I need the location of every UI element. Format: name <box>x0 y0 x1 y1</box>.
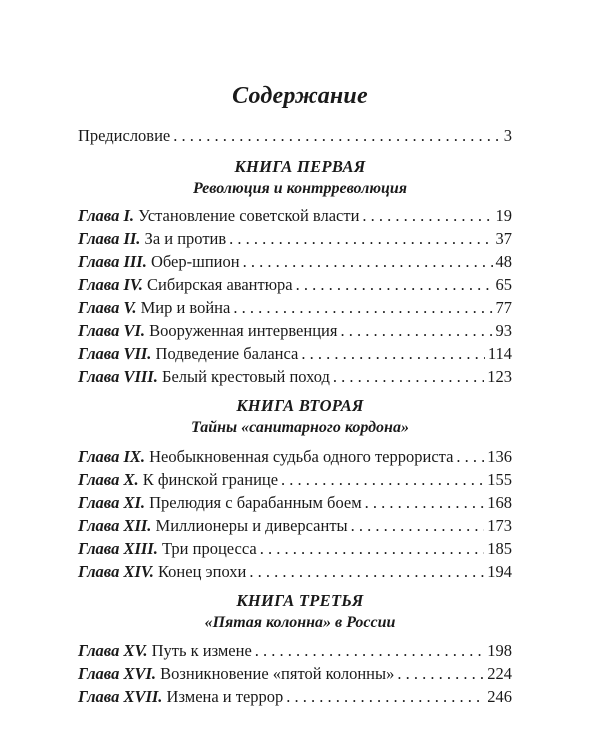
entry-title: К финской границе <box>142 470 279 489</box>
dot-leader <box>229 229 492 249</box>
chapter-number: Глава XIII. <box>78 539 158 558</box>
dot-leader <box>233 298 492 318</box>
chapter-number: Глава IX. <box>78 447 145 466</box>
entry-title: Три процесса <box>161 539 257 558</box>
toc-entry[interactable] <box>78 516 512 538</box>
dot-leader <box>351 516 485 536</box>
entry-title: Конец эпохи <box>158 562 247 581</box>
entry-title: Возникновение «пятой колонны» <box>160 664 395 683</box>
entry-page: 77 <box>495 298 512 317</box>
entry-page: 168 <box>487 493 512 512</box>
entry-title: Мир и война <box>140 298 231 317</box>
entry-page: 123 <box>487 367 512 386</box>
chapter-number: Глава XVI. <box>78 664 156 683</box>
dot-leader <box>243 252 493 272</box>
entry-page: 136 <box>487 447 512 466</box>
entry-page: 246 <box>487 687 512 706</box>
chapter-number: Глава XVII. <box>78 687 163 706</box>
entry-page: 114 <box>487 344 512 363</box>
chapter-number: Глава III. <box>78 252 147 271</box>
entry-title: Обер-шпион <box>150 252 240 271</box>
entry-title: Миллионеры и диверсанты <box>155 516 348 535</box>
entry-page: 194 <box>487 562 512 581</box>
toc-entry[interactable] <box>78 206 512 228</box>
chapter-number: Глава V. <box>78 298 137 317</box>
entry-title: Сибирская авантюра <box>147 275 293 294</box>
chapter-number: Глава I. <box>78 206 134 225</box>
entry-title: Предисловие <box>78 126 171 145</box>
toc-entry[interactable] <box>78 367 512 389</box>
entry-page: 3 <box>503 126 512 145</box>
toc-entry[interactable] <box>78 275 512 297</box>
entry-title: Белый крестовый поход <box>161 367 330 386</box>
entry-page: 93 <box>495 321 512 340</box>
toc-entry[interactable] <box>78 664 512 686</box>
entry-page: 198 <box>487 641 512 660</box>
book-heading: КНИГА ВТОРАЯ <box>236 396 364 415</box>
book-subtitle: Революция и контрреволюция <box>192 180 408 197</box>
dot-leader <box>301 344 485 364</box>
dot-leader <box>260 539 485 559</box>
book-heading: КНИГА ПЕРВАЯ <box>234 157 366 176</box>
toc-entry[interactable] <box>78 470 512 492</box>
entry-page: 173 <box>487 516 512 535</box>
dot-leader <box>397 664 484 684</box>
toc-entry-preface[interactable] <box>78 126 512 148</box>
chapter-number: Глава XI. <box>78 493 145 512</box>
dot-leader <box>362 206 492 226</box>
toc-entry[interactable] <box>78 539 512 561</box>
dot-leader <box>173 126 501 146</box>
entry-page: 65 <box>495 275 512 294</box>
entry-title: Путь к измене <box>151 641 252 660</box>
dot-leader <box>296 275 493 295</box>
toc-entry[interactable] <box>78 229 512 251</box>
dot-leader <box>286 687 484 707</box>
toc-entry[interactable] <box>78 493 512 515</box>
chapter-number: Глава XII. <box>78 516 152 535</box>
page-title: Содержание <box>232 83 368 109</box>
toc-entry[interactable] <box>78 447 512 469</box>
entry-title: Подведение баланса <box>155 344 299 363</box>
book-heading: КНИГА ТРЕТЬЯ <box>236 591 364 610</box>
chapter-number: Глава VI. <box>78 321 145 340</box>
entry-page: 48 <box>495 252 512 271</box>
chapter-number: Глава II. <box>78 229 141 248</box>
chapter-number: Глава VII. <box>78 344 152 363</box>
toc-entry[interactable] <box>78 298 512 320</box>
toc-entry[interactable] <box>78 562 512 584</box>
chapter-number: Глава X. <box>78 470 139 489</box>
book-subtitle: Тайны «санитарного кордона» <box>191 419 409 436</box>
entry-title: За и против <box>144 229 227 248</box>
entry-title: Вооруженная интервенция <box>149 321 338 340</box>
toc-entry[interactable] <box>78 252 512 274</box>
entry-page: 185 <box>487 539 512 558</box>
dot-leader <box>365 493 485 513</box>
toc-entry[interactable] <box>78 641 512 663</box>
entry-page: 19 <box>495 206 512 225</box>
toc-entry[interactable] <box>78 344 512 366</box>
entry-title: Необыкновенная судьба одного террориста <box>149 447 454 466</box>
dot-leader <box>456 447 484 467</box>
dot-leader <box>255 641 484 661</box>
entry-page: 37 <box>495 229 512 248</box>
toc-entry[interactable] <box>78 687 512 709</box>
chapter-number: Глава XIV. <box>78 562 154 581</box>
dot-leader <box>249 562 484 582</box>
dot-leader <box>340 321 492 341</box>
chapter-number: Глава XV. <box>78 641 148 660</box>
entry-title: Установление советской власти <box>138 206 360 225</box>
toc-entry[interactable] <box>78 321 512 343</box>
entry-page: 155 <box>487 470 512 489</box>
entry-title: Измена и террор <box>166 687 284 706</box>
dot-leader <box>281 470 484 490</box>
entry-title: Прелюдия с барабанным боем <box>149 493 362 512</box>
dot-leader <box>333 367 484 387</box>
chapter-number: Глава IV. <box>78 275 143 294</box>
book-subtitle: «Пятая колонна» в России <box>204 614 396 631</box>
chapter-number: Глава VIII. <box>78 367 158 386</box>
entry-page: 224 <box>487 664 512 683</box>
